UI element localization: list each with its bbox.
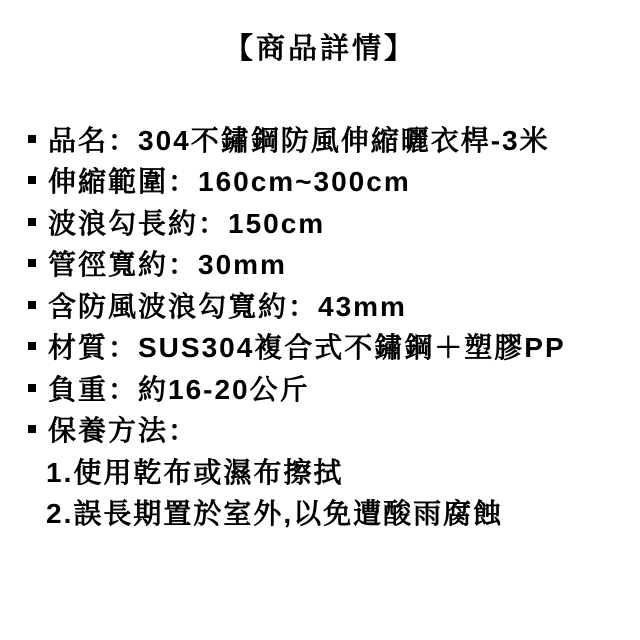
bullet-icon [28, 218, 36, 226]
maintenance-step-1 [28, 450, 628, 492]
page-title: 【商品詳情】 [223, 33, 416, 65]
detail-row-maintenance-heading [28, 409, 628, 451]
detail-text: 負重：約16-20公斤 [48, 373, 310, 405]
detail-row-windproof-hook-width [28, 284, 628, 326]
product-details-list [28, 118, 628, 533]
detail-text: 波浪勾長約：150cm [48, 207, 326, 239]
bullet-icon [28, 135, 36, 143]
detail-text: 伸縮範圍：160cm~300cm [48, 166, 411, 198]
detail-text: 品名：304不鏽鋼防風伸縮曬衣桿-3米 [48, 124, 550, 156]
detail-row-product-name [28, 118, 628, 160]
detail-text: 管徑寬約：30mm [48, 249, 287, 281]
bullet-icon [28, 301, 36, 309]
detail-row-extension-range [28, 160, 628, 202]
detail-text: 1.使用乾布或濕布擦拭 [46, 456, 344, 488]
detail-row-load-capacity [28, 367, 628, 409]
detail-text: 保養方法： [48, 415, 199, 447]
bullet-icon [28, 342, 36, 350]
detail-text: 材質：SUS304複合式不鏽鋼＋塑膠PP [48, 332, 566, 364]
detail-row-tube-diameter [28, 243, 628, 285]
bullet-icon [28, 176, 36, 184]
bullet-icon [28, 425, 36, 433]
detail-text: 含防風波浪勾寬約：43mm [48, 290, 407, 322]
detail-row-material [28, 326, 628, 368]
bullet-icon [28, 259, 36, 267]
detail-text: 2.誤長期置於室外,以免遭酸雨腐蝕 [46, 498, 504, 530]
maintenance-step-2 [28, 492, 628, 534]
detail-row-wave-hook-length [28, 201, 628, 243]
bullet-icon [28, 384, 36, 392]
